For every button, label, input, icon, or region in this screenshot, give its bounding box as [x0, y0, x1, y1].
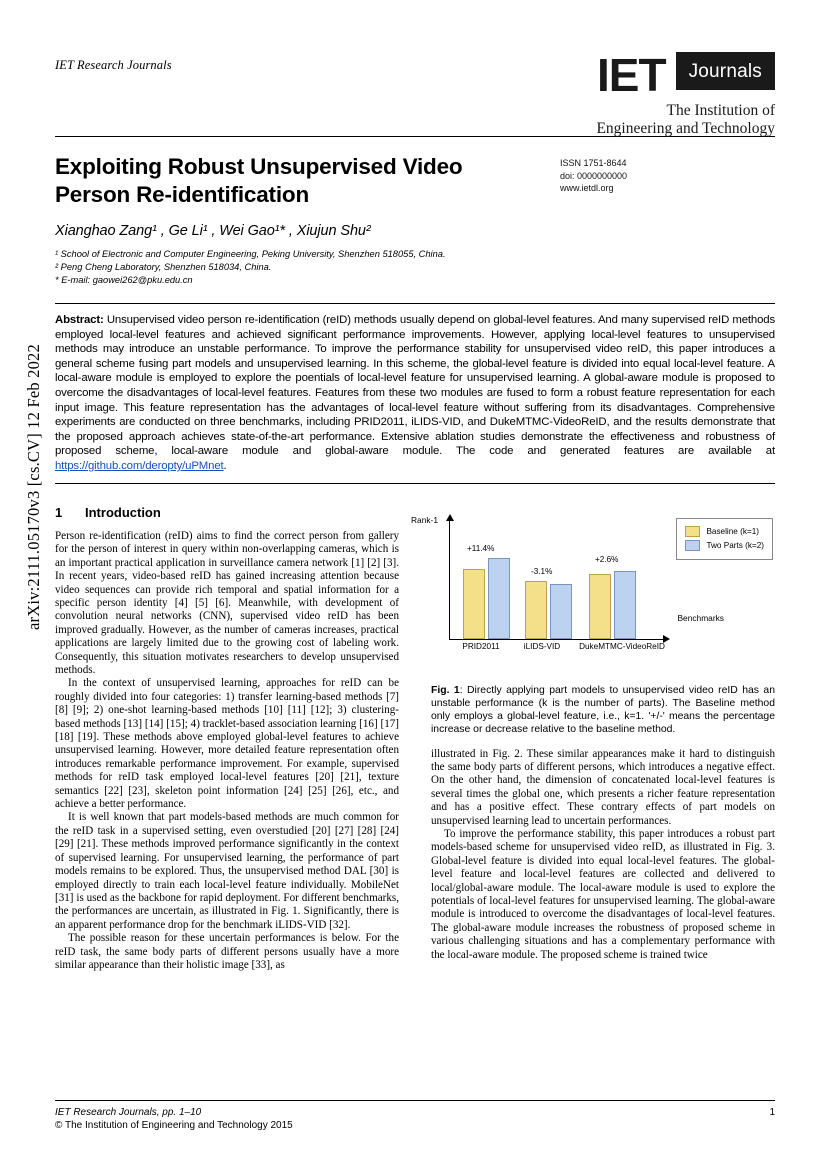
arxiv-stamp: arXiv:2111.05170v3 [cs.CV] 12 Feb 2022: [24, 344, 43, 630]
code-link[interactable]: https://github.com/deropty/uPMnet: [55, 459, 224, 472]
iet-logo-block: [507, 49, 775, 138]
abstract-text-end: .: [223, 459, 227, 472]
abstract-text: Unsupervised video person re-identification (reID) methods usually depend on global-level features. And many supervised reID methods employed local-level features and achieved significant performance improvements. However, applying local-level features to unsupervised methods may introduce an unstable performance. To improve the performance stability for unsupervised video reID, this paper introduces a general scheme fusing part models and unsupervised learning. In this scheme, the global-level feature is divided into equal local-level feature. A local-aware module is employed to explore the poentials of local-level feature for unsupervised learning. A global-aware module is proposed to overcome the disadvantages of local-level features. Features from these two modules are fused to form a robust feature representation for each input image. This feature representation has the advantages of local-level feature without suffering from its disadvantages. Comprehensive experiments are conducted on three benchmarks, including PRID2011, iLIDS-VID, and DukeMTMC-VideoReID, and the results demonstrate that the proposed approach achieves state-of-the-art performance. Extensive ablation studies demonstrate the effectiveness and robustness of proposed scheme, local-aware module and global-aware module. The code and generated features are available at: [55, 314, 775, 458]
right-column: [411, 506, 775, 1098]
figure-1: [411, 506, 775, 676]
bar-baseline: [589, 574, 611, 639]
abstract: [55, 304, 775, 483]
section-number: 1: [55, 504, 63, 520]
figure-caption: [431, 684, 775, 736]
legend-swatch-icon: [685, 540, 700, 551]
page-title: Exploiting Robust Unsupervised Video Person Re-identification: [55, 154, 463, 207]
masthead: [55, 49, 775, 137]
legend-item-two-parts: [685, 539, 764, 553]
bar-chart: [411, 514, 724, 652]
page-content: [55, 49, 775, 1098]
bar-two-parts: [488, 558, 510, 639]
bar-two-parts: [550, 584, 572, 639]
authors-line: Xianghao Zang¹ , Ge Li¹ , Wei Gao¹* , Xiujun Shu²: [55, 223, 371, 239]
figure-caption-label: Fig. 1: [431, 684, 460, 696]
abstract-bottom-divider: [55, 483, 775, 484]
paragraph: illustrated in Fig. 2. These similar appearances make it hard to distinguish the same body parts of different persons, which introduces a negative effect. On the other hand, the dimension of concatenated local-level features is several times the global one, which presents a richer feature representation and has a positive effect. These contrary effects of part models on unsupervised learning lead to uncertain performances.: [431, 747, 775, 827]
paragraph: Person re-identification (reID) aims to find the correct person from gallery for the person of interest in query within non-overlapping cameras, which is an important practical application in surveillance camera network [1] [2] [3]. In recent years, video-based reID has gained increasing attention because video sequences can provide rich temporal and spatial information for a specific person identity [4] [5] [6]. Meanwhile, with development of convolution neural networks (CNN), supervised video reID has been improved gradually. However, as the number of cameras increases, practical applications are largely limited due to the growing cost of labeling work. Consequently, this situation motivates researchers to develop unsupervised methods.: [55, 529, 399, 676]
bar-two-parts: [614, 571, 636, 639]
bar-annotation: +2.6%: [595, 555, 619, 565]
bar-annotation: -3.1%: [531, 567, 553, 577]
footer-copyright: © The Institution of Engineering and Technology 2015: [55, 1120, 293, 1131]
title-block: [55, 153, 528, 287]
y-axis-arrow-icon: [446, 514, 454, 521]
issn-block: [528, 153, 775, 287]
x-tick-label: DukeMTMC-VideoReID: [579, 642, 665, 652]
left-column: [55, 506, 399, 1098]
issn-line: ISSN 1751-8644: [560, 158, 627, 168]
title-row: [55, 153, 775, 287]
legend-label: Two Parts (k=2): [706, 540, 764, 550]
paragraph: It is well known that part models-based methods are much common for the reID task in a supervised setting, even overstudied [20] [27] [28] [24] [29] [21]. These methods improved performance significantly in the context of supervised learning. For unsupervised learning, the performance of part models remains to be explored. Thus, the unsupervised method DAL [30] is employed directly to train each local-level feature individually. MobileNet [31] is used as the backbone for rapid deployment. For different benchmarks, the performances are uncertain, as illustrated in Fig. 1. Significantly, there is an apparent performance drop for the benchmark iLIDS-VID [32].: [55, 811, 399, 931]
institution-line-2: Engineering and Technology: [596, 120, 775, 137]
paragraph: The possible reason for these uncertain performances is below. For the reID task, the same body parts of different persons usually have a more similar appearance than their holistic image [33], as: [55, 932, 399, 971]
x-tick-label: PRID2011: [462, 642, 500, 652]
bar-baseline: [525, 581, 547, 639]
arxiv-stamp-container: [24, 300, 52, 860]
footer-page-number: 1: [769, 1107, 775, 1118]
journal-name: IET Research Journals: [55, 58, 172, 72]
figure-caption-text: : Directly applying part models to unsupervised video reID has an unstable performance (k is the number of parts). The Baseline method only employs a global-level feature, i.e., k=1. '+/-' means the percentage increase or decrease relative to the baseline method.: [431, 684, 775, 735]
body-columns: [55, 506, 775, 1098]
affiliation-1: ¹ School of Electronic and Computer Engineering, Peking University, Shenzhen 518055, China.: [55, 249, 446, 259]
x-axis-label: Benchmarks: [677, 613, 724, 624]
footer-left: [55, 1106, 293, 1132]
website-line: www.ietdl.org: [560, 183, 614, 193]
section-title: Introduction: [85, 504, 161, 520]
y-axis-label: Rank-1: [411, 514, 438, 525]
paragraph: In the context of unsupervised learning, approaches for reID can be roughly divided into four categories: 1) transfer learning-based methods [7] [8] [9]; 2) one-shot learning-based methods [10] [11] [12]; 3) clustering-based methods [13] [14] [15]; 4) tracklet-based association learning [16] [17] [18] [19]. These methods above employed global-level features to achieve unsupervised learning. However, more detailed feature representation often introduces remarkable performance improvement. For example, supervised methods for reID task employed local-level features [20] [21], texture semantics [22] [23], skeleton point information [24] [25] [26], etc., and achieve a better performance.: [55, 677, 399, 811]
y-axis: [449, 520, 450, 640]
legend-label: Baseline (k=1): [706, 526, 760, 536]
section-heading: [55, 506, 399, 519]
corresponding-email: * E-mail: gaowei262@pku.edu.cn: [55, 275, 193, 285]
footer-journal-line: IET Research Journals, pp. 1–10: [55, 1107, 202, 1118]
bar-group-duke: [589, 571, 636, 639]
x-tick-label: iLIDS-VID: [523, 642, 561, 652]
doi-line: doi: 0000000000: [560, 170, 628, 181]
page-footer: [55, 1100, 775, 1132]
abstract-label: Abstract:: [55, 314, 104, 326]
bar-group-prid2011: [463, 558, 510, 639]
affiliation-2: ² Peng Cheng Laboratory, Shenzhen 518034, China.: [55, 262, 272, 272]
legend-item-baseline: [685, 525, 764, 539]
journals-badge: Journals: [676, 52, 775, 90]
bar-baseline: [463, 569, 485, 639]
chart-legend: [676, 518, 773, 560]
iet-logo-icon: IET: [597, 49, 666, 101]
bar-annotation: +11.4%: [467, 544, 495, 554]
bar-group-ilids: [525, 581, 572, 639]
institution-line-1: The Institution of: [666, 102, 775, 119]
legend-swatch-icon: [685, 526, 700, 537]
logo-top-row: [507, 49, 775, 101]
paragraph: To improve the performance stability, this paper introduces a robust part models-based scheme for unsupervised video reID, as illustrated in Fig. 3. Global-level feature is divided into equal local-level features. The global-level feature and local-level features are collected and delivered to local/global-aware module. The local-aware module is used to explore the potentials of local-level features for unsupervised learning. The global-aware module is introduced to overcome the disadvantages of local-level features. The global-aware module increases the robustness of proposed scheme in various challenging situations and has a complementary performance with the local-aware module. The proposed scheme is trained twice: [431, 827, 775, 961]
